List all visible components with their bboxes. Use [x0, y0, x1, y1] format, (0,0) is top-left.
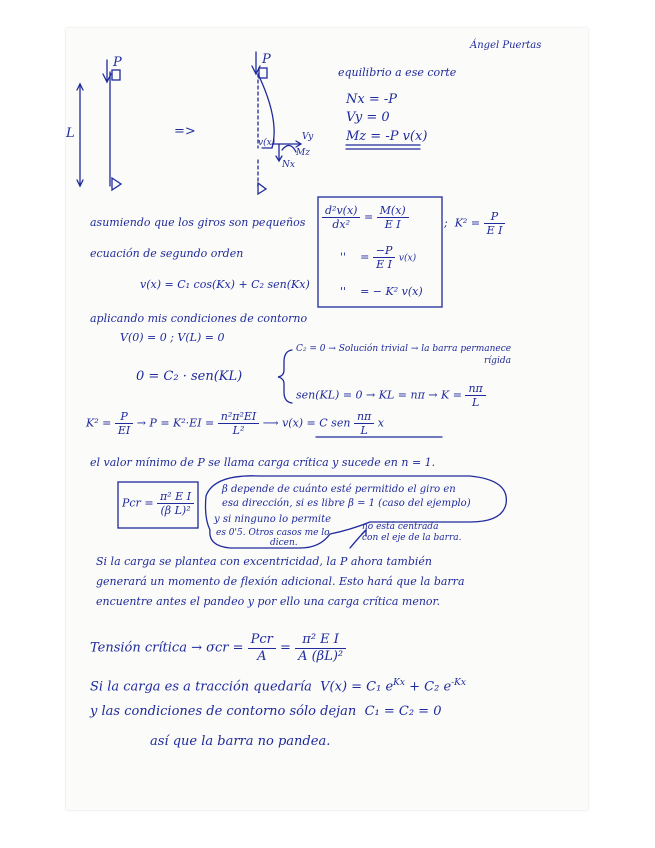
- bubble-line-3: y si ninguno lo permite: [214, 514, 332, 525]
- stress-d2: A (βL)²: [298, 648, 344, 664]
- k2-n1: P: [115, 410, 133, 424]
- author-name: Ángel Puertas: [470, 40, 542, 51]
- equation-title: ecuación de segundo orden: [90, 247, 244, 260]
- box-lhs-den: dx²: [332, 218, 351, 232]
- boundary-title: aplicando mis condiciones de contorno: [90, 312, 308, 325]
- box-rhs3: = − K² v(x): [360, 285, 423, 298]
- note-line-2: con el eje de la barra.: [362, 533, 462, 543]
- k-sep: ;: [444, 216, 448, 230]
- pcr-den: (β L)²: [160, 504, 191, 518]
- k2-rtail: x: [377, 416, 384, 430]
- case-2-text: sen(KL) = 0 → KL = nπ → K =: [296, 388, 462, 402]
- critical-load-text: el valor mínimo de P se llama carga crítica y sucede en n = 1.: [90, 456, 436, 469]
- cut-moment-arrow: [282, 145, 296, 152]
- stress-n2: π² E I: [295, 632, 346, 649]
- case-2: [296, 382, 486, 409]
- k-den: E I: [486, 224, 503, 238]
- pcr-num: π² E I: [157, 490, 194, 504]
- bubble-line-2: esa dirección, si es libre β = 1 (caso del ejemplo): [222, 498, 471, 509]
- traction-eq: V(x) = C₁ e: [320, 679, 394, 695]
- k2-lhs: K² =: [86, 416, 112, 430]
- traction-exp-1: Kx: [393, 678, 405, 688]
- bottom-support-left: [112, 178, 121, 190]
- normal-label: Nx: [282, 160, 295, 170]
- bottom-support-right: [258, 183, 266, 194]
- case-2-num: nπ: [465, 382, 485, 396]
- traction-line-3: así que la barra no pandea.: [150, 734, 331, 749]
- k2-d1: EI: [117, 424, 131, 438]
- traction-plus: + C₂ e: [409, 679, 452, 695]
- length-label: L: [66, 126, 75, 141]
- box-rhs2-tail: v(x): [398, 253, 417, 264]
- k2-n2: n²π²EI: [218, 410, 260, 424]
- traction-line-2: [90, 704, 441, 720]
- boundary-values: V(0) = 0 ; V(L) = 0: [120, 331, 225, 344]
- box-eq-2: =: [360, 250, 370, 264]
- stress-n1: Pcr: [248, 632, 276, 649]
- box-rhs1-num: M(x): [377, 204, 409, 218]
- pcr-formula: [122, 490, 194, 517]
- k2-rnum: nπ: [354, 410, 374, 424]
- deflection-label: v(x): [258, 138, 276, 148]
- cases-brace: [278, 350, 292, 403]
- k-num: P: [484, 210, 506, 224]
- equilibrium-nx: Nx = -P: [346, 92, 398, 107]
- case-2-den: L: [471, 396, 480, 410]
- critical-stress: [90, 632, 346, 664]
- bubble-line-1: β depende de cuánto esté permitido el giro en: [222, 484, 456, 495]
- traction-line-1: [90, 678, 466, 695]
- pcr-lhs: Pcr =: [122, 496, 154, 510]
- box-rhs2-num: −P: [373, 244, 396, 258]
- box-row-1: [322, 204, 409, 231]
- box-ditto-2: '': [340, 285, 347, 298]
- k-squared-line: [86, 410, 384, 437]
- load-label-left: P: [113, 55, 122, 70]
- stress-eq: =: [280, 640, 291, 656]
- implies-arrow: =>: [174, 124, 196, 139]
- box-row-3: [340, 285, 423, 298]
- box-rhs1-den: E I: [384, 218, 401, 232]
- case-1-rigid: rígida: [484, 356, 511, 366]
- eccentric-line-1: Si la carga se plantea con excentricidad, la P ahora también: [96, 555, 432, 568]
- k2-result: v(x) = C sen: [282, 416, 351, 430]
- bubble-line-5: dicen.: [270, 538, 298, 548]
- top-support-right: [259, 68, 267, 78]
- note-line-1: no está centrada: [362, 522, 439, 532]
- bubble-line-4: es 0'5. Otros casos me lo: [216, 528, 330, 538]
- stress-lhs: Tensión crítica → σcr =: [90, 640, 244, 656]
- stress-d1: A: [257, 648, 267, 664]
- deformed-column: [258, 74, 274, 148]
- equilibrium-vy: Vy = 0: [346, 110, 390, 125]
- equilibrium-title: equilibrio a ese corte: [338, 66, 457, 79]
- k-lhs: K² =: [454, 216, 481, 230]
- eccentric-line-2: generará un momento de flexión adicional. Esto hará que la barra: [96, 575, 465, 588]
- box-rhs2-den: E I: [376, 258, 393, 272]
- k2-mid: → P = K²·EI =: [136, 416, 215, 430]
- traction-text-2: y las condiciones de contorno sólo dejan: [90, 704, 357, 719]
- box-lhs-num: d²v(x): [322, 204, 360, 218]
- traction-text: Si la carga es a tracción quedaría: [90, 679, 312, 695]
- box-ditto-1: '': [340, 250, 347, 264]
- shear-label: Vy: [302, 132, 314, 142]
- k2-rden: L: [360, 424, 368, 438]
- traction-constants: C₁ = C₂ = 0: [364, 704, 442, 719]
- top-support-left: [112, 70, 120, 80]
- k-definition: [444, 210, 505, 237]
- k2-arrow: ⟶: [262, 416, 279, 430]
- box-row-2: [340, 244, 416, 271]
- assumption-text: asumiendo que los giros son pequeños: [90, 216, 306, 229]
- traction-exp-2: -Kx: [451, 678, 466, 688]
- load-label-right: P: [262, 52, 271, 67]
- equilibrium-mz: Mz = -P v(x): [346, 129, 428, 144]
- eccentric-line-3: encuentre antes el pandeo y por ello una carga crítica menor.: [96, 595, 441, 608]
- case-equation: 0 = C₂ · sen(KL): [136, 369, 243, 384]
- k2-d2: L²: [232, 424, 245, 438]
- moment-label: Mz: [296, 148, 310, 158]
- box-eq-1: =: [363, 210, 374, 224]
- general-solution: v(x) = C₁ cos(Kx) + C₂ sen(Kx): [140, 278, 310, 291]
- case-1: C₂ = 0 → Solución trivial → la barra permanece: [296, 344, 512, 354]
